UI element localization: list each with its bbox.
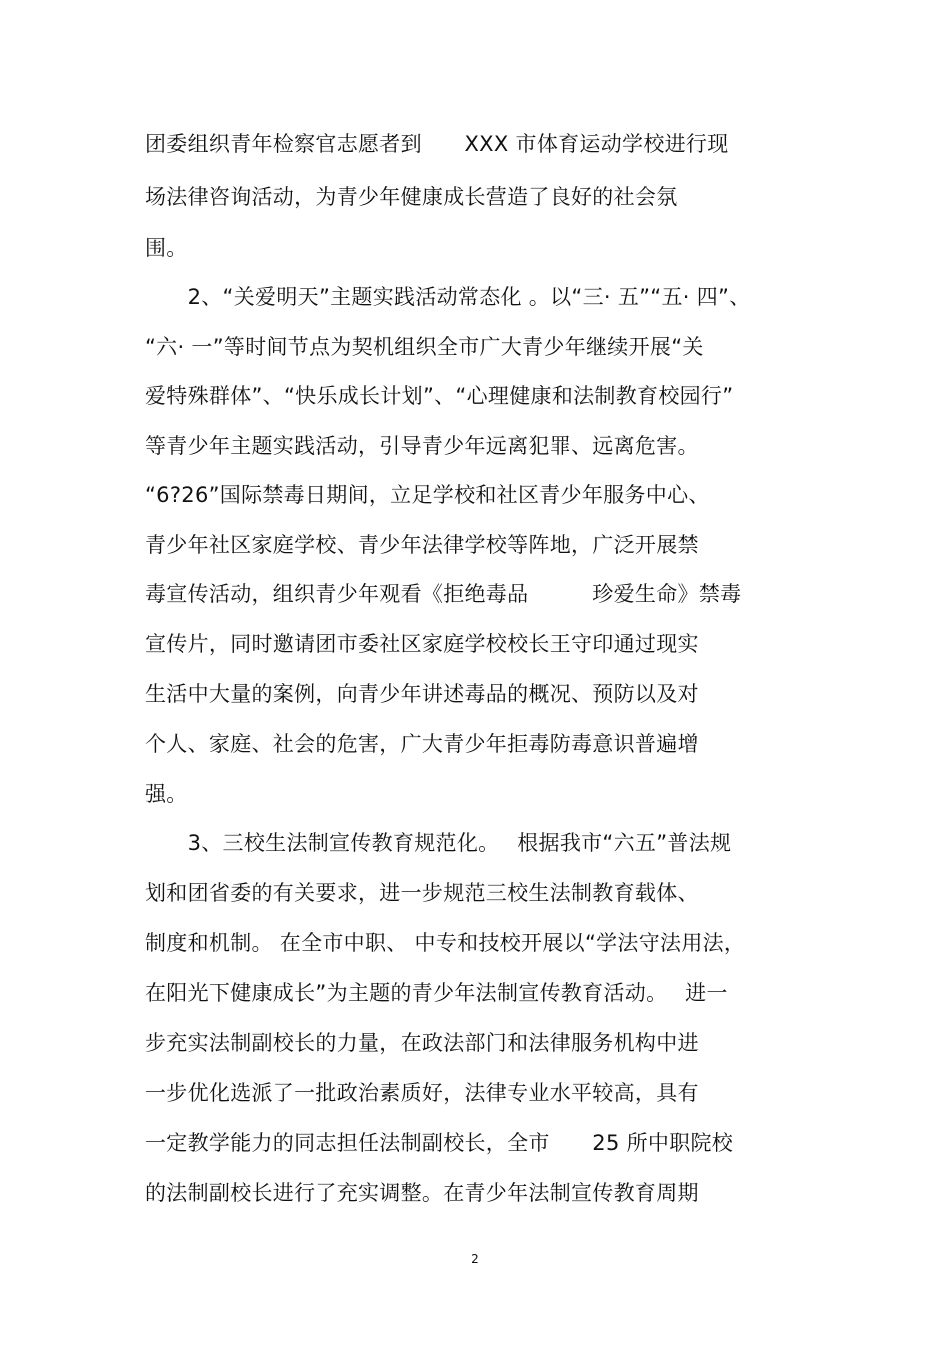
text-line: 划和团省委的有关要求，进一步规范三校生法制教育载体、 xyxy=(145,881,699,905)
text-line: 爱特殊群体”、“快乐成长计划”、“心理健康和法制教育校园行” xyxy=(145,384,734,408)
text-line: 一定教学能力的同志担任法制副校长，全市 25 所中职院校 xyxy=(145,1131,734,1155)
text-line: 步充实法制副校长的力量，在政法部门和法律服务机构中进 xyxy=(145,1031,699,1055)
text-line: 制度和机制。 在全市中职、 中专和技校开展以“学法守法用法， xyxy=(145,931,746,955)
page-number: 2 xyxy=(471,1252,479,1266)
text-line: 场法律咨询活动，为青少年健康成长营造了良好的社会氛 xyxy=(145,185,678,209)
text-line: “6?26”国际禁毒日期间，立足学校和社区青少年服务中心、 xyxy=(145,483,710,507)
text-line: 团委组织青年检察官志愿者到 XXX 市体育运动学校进行现 xyxy=(145,132,729,156)
text-line: 等青少年主题实践活动，引导青少年远离犯罪、远离危害。 xyxy=(145,434,699,458)
text-line: 在阳光下健康成长”为主题的青少年法制宣传教育活动。 进一 xyxy=(145,981,728,1005)
text-line: “六· 一”等时间节点为契机组织全市广大青少年继续开展“关 xyxy=(145,335,704,359)
text-line: 青少年社区家庭学校、青少年法律学校等阵地，广泛开展禁 xyxy=(145,533,699,557)
text-line: 生活中大量的案例，向青少年讲述毒品的概况、预防以及对 xyxy=(145,682,699,706)
text-line: 3、三校生法制宣传教育规范化。 根据我市“六五”普法规 xyxy=(145,831,732,855)
text-line: 宣传片，同时邀请团市委社区家庭学校校长王守印通过现实 xyxy=(145,632,699,656)
text-line: 的法制副校长进行了充实调整。在青少年法制宣传教育周期 xyxy=(145,1181,699,1205)
text-line: 毒宣传活动，组织青少年观看《拒绝毒品 珍爱生命》禁毒 xyxy=(145,582,742,606)
text-line: 一步优化选派了一批政治素质好，法律专业水平较高，具有 xyxy=(145,1081,699,1105)
text-line: 2、“关爱明天”主题实践活动常态化 。以“三· 五”“五· 四”、 xyxy=(145,285,751,309)
text-line: 个人、家庭、社会的危害，广大青少年拒毒防毒意识普遍增 xyxy=(145,732,699,756)
text-line: 围。 xyxy=(145,236,188,260)
text-line: 强。 xyxy=(145,782,188,806)
